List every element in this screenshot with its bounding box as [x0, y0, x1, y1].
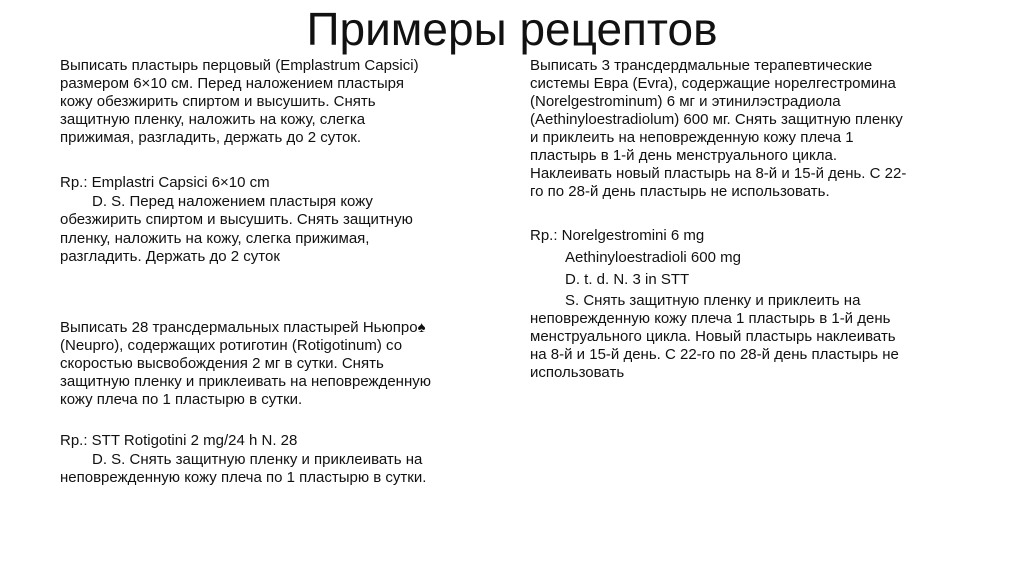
text-line: неповрежденную кожу плеча по 1 пластырю в сутки.	[60, 469, 427, 486]
text-line: D. S. Перед наложением пластыря кожу	[92, 193, 373, 210]
text-line: кожу плеча по 1 пластырю в сутки.	[60, 391, 303, 408]
text-line: размером 6×10 см. Перед наложением пластыря	[60, 75, 404, 92]
text-line: неповрежденную кожу плеча 1 пластырь в 1-й день	[530, 310, 891, 327]
text-line: Rp.: STT Rotigotini 2 mg/24 h N. 28	[60, 432, 298, 449]
text-line: разгладить. Держать до 2 суток	[60, 248, 280, 265]
text-line: Выписать пластырь перцовый (Emplastrum Capsici)	[60, 57, 419, 74]
text-line: на 8-й и 15-й день. С 22-го по 28-й день пластырь не	[530, 346, 899, 363]
text-line: менструального цикла. Новый пластырь наклеивать	[530, 328, 896, 345]
text-line: S. Снять защитную пленку и приклеить на	[565, 292, 861, 309]
text-line: скоростью высвобождения 2 мг в сутки. Снять	[60, 355, 384, 372]
text-line: пластырь в 1-й день менструального цикла.	[530, 147, 838, 164]
text-line: (Neupro), содержащих ротиготин (Rotigotinum) со	[60, 337, 403, 354]
text-line: Выписать 28 трансдермальных пластырей Ньюпро♠	[60, 319, 426, 336]
text-line: Rp.: Norelgestromini 6 mg	[530, 227, 705, 244]
text-line: кожу обезжирить спиртом и высушить. Снять	[60, 93, 376, 110]
text-line: D. t. d. N. 3 in STT	[565, 271, 690, 288]
text-line: Наклеивать новый пластырь на 8-й и 15-й день. С 22-	[530, 165, 907, 182]
text-line: го по 28-й день пластырь не использовать.	[530, 183, 830, 200]
text-line: использовать	[530, 364, 625, 381]
text-line: Rp.: Emplastri Capsici 6×10 cm	[60, 174, 270, 191]
text-line: (Norelgestrominum) 6 мг и этинилэстрадиола	[530, 93, 841, 110]
text-line: защитную пленку и приклеивать на неповрежденную	[60, 373, 431, 390]
text-line: и приклеить на неповрежденную кожу плеча 1	[530, 129, 854, 146]
text-line: пленку, наложить на кожу, слегка прижимая,	[60, 230, 370, 247]
text-line: (Aethinyloestradiolum) 600 мг. Снять защитную пленку	[530, 111, 903, 128]
text-line: Aethinyloestradioli 600 mg	[565, 249, 741, 266]
slide-title: Примеры рецептов	[306, 3, 718, 55]
text-line: Выписать 3 трансдердмальные терапевтические	[530, 57, 873, 74]
text-line: системы Евра (Evra), содержащие норелгестромина	[530, 75, 896, 92]
text-line: защитную пленку, наложить на кожу, слегка	[60, 111, 366, 128]
text-line: прижимая, разгладить, держать до 2 суток.	[60, 129, 362, 146]
text-line: обезжирить спиртом и высушить. Снять защитную	[60, 211, 413, 228]
text-line: D. S. Снять защитную пленку и приклеивать на	[92, 451, 423, 468]
